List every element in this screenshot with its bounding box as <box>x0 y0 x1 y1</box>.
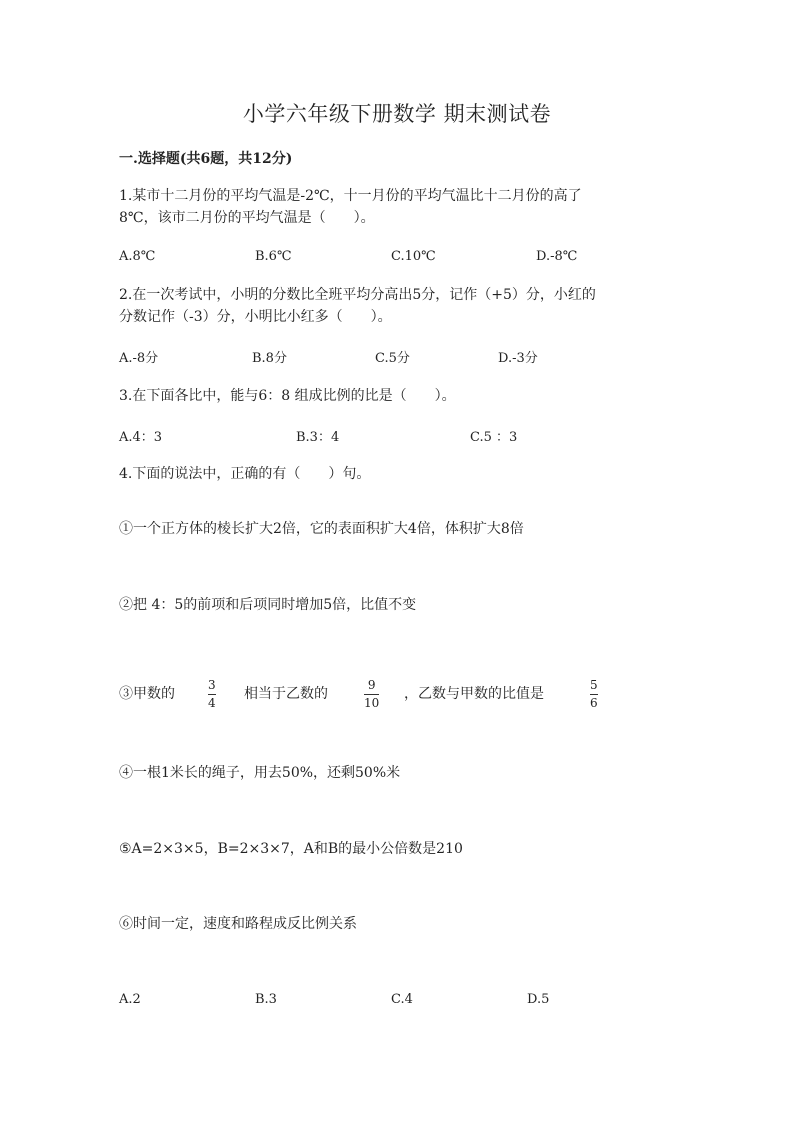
q2-option-b: B.8分 <box>252 351 287 366</box>
fraction-five-sixths <box>590 678 598 710</box>
fraction-denominator: 10 <box>364 696 380 710</box>
q4-statement-6: ⑥时间一定，速度和路程成反比例关系 <box>119 916 357 932</box>
q1-option-a: A.8℃ <box>119 249 156 264</box>
q3-option-b: B.3：4 <box>296 430 340 445</box>
q2-option-c: C.5分 <box>375 351 410 366</box>
q1-option-d: D.-8℃ <box>536 249 578 264</box>
q2-line2: 分数记作（-3）分，小明比小红多（ ）。 <box>119 309 392 325</box>
q4-s3-part2: 相当于乙数的 <box>244 686 328 702</box>
page-title: 小学六年级下册数学 期末测试卷 <box>242 102 552 126</box>
q1-option-c: C.10℃ <box>391 249 436 264</box>
q4-statement-5: ⑤A=2×3×5，B=2×3×7，A和B的最小公倍数是210 <box>119 841 463 857</box>
fraction-bar <box>208 694 216 695</box>
q3-option-c: C.5 ：3 <box>470 430 518 445</box>
fraction-nine-tenths <box>364 678 379 710</box>
q4-option-d: D.5 <box>527 992 550 1007</box>
fraction-numerator: 3 <box>208 678 216 692</box>
q2-line1: 2.在一次考试中，小明的分数比全班平均分高出5分，记作（+5）分，小红的 <box>119 287 596 303</box>
q4-line1: 4.下面的说法中，正确的有（ ）句。 <box>119 466 371 482</box>
q2-option-a: A.-8分 <box>119 351 159 366</box>
q4-statement-4: ④一根1米长的绳子，用去50%，还剩50%米 <box>119 765 401 781</box>
q4-option-c: C.4 <box>391 992 413 1007</box>
q1-line1: 1.某市十二月份的平均气温是-2℃，十一月份的平均气温比十二月份的高了 <box>119 188 582 204</box>
q1-option-b: B.6℃ <box>255 249 292 264</box>
q4-option-b: B.3 <box>255 992 277 1007</box>
section-heading: 一.选择题(共6题，共12分) <box>119 151 293 167</box>
fraction-denominator: 4 <box>208 696 216 710</box>
fraction-numerator: 9 <box>367 678 376 692</box>
q3-option-a: A.4：3 <box>119 430 163 445</box>
q4-statement-2: ②把 4：5的前项和后项同时增加5倍，比值不变 <box>119 597 417 613</box>
q3-line1: 3.在下面各比中，能与6：8 组成比例的比是（ ）。 <box>119 388 456 404</box>
fraction-bar <box>364 694 379 695</box>
q4-s3-part1: ③甲数的 <box>119 686 175 702</box>
q4-option-a: A.2 <box>119 992 141 1007</box>
q2-option-d: D.-3分 <box>498 351 538 366</box>
fraction-numerator: 5 <box>590 678 598 692</box>
fraction-denominator: 6 <box>590 696 598 710</box>
fraction-three-quarters <box>208 678 216 710</box>
q4-statement-1: ①一个正方体的棱长扩大2倍，它的表面积扩大4倍，体积扩大8倍 <box>119 521 524 537</box>
q1-line2: 8℃，该市二月份的平均气温是（ ）。 <box>119 210 375 226</box>
q4-s3-part3: ，乙数与甲数的比值是 <box>404 686 544 702</box>
fraction-bar <box>590 694 598 695</box>
